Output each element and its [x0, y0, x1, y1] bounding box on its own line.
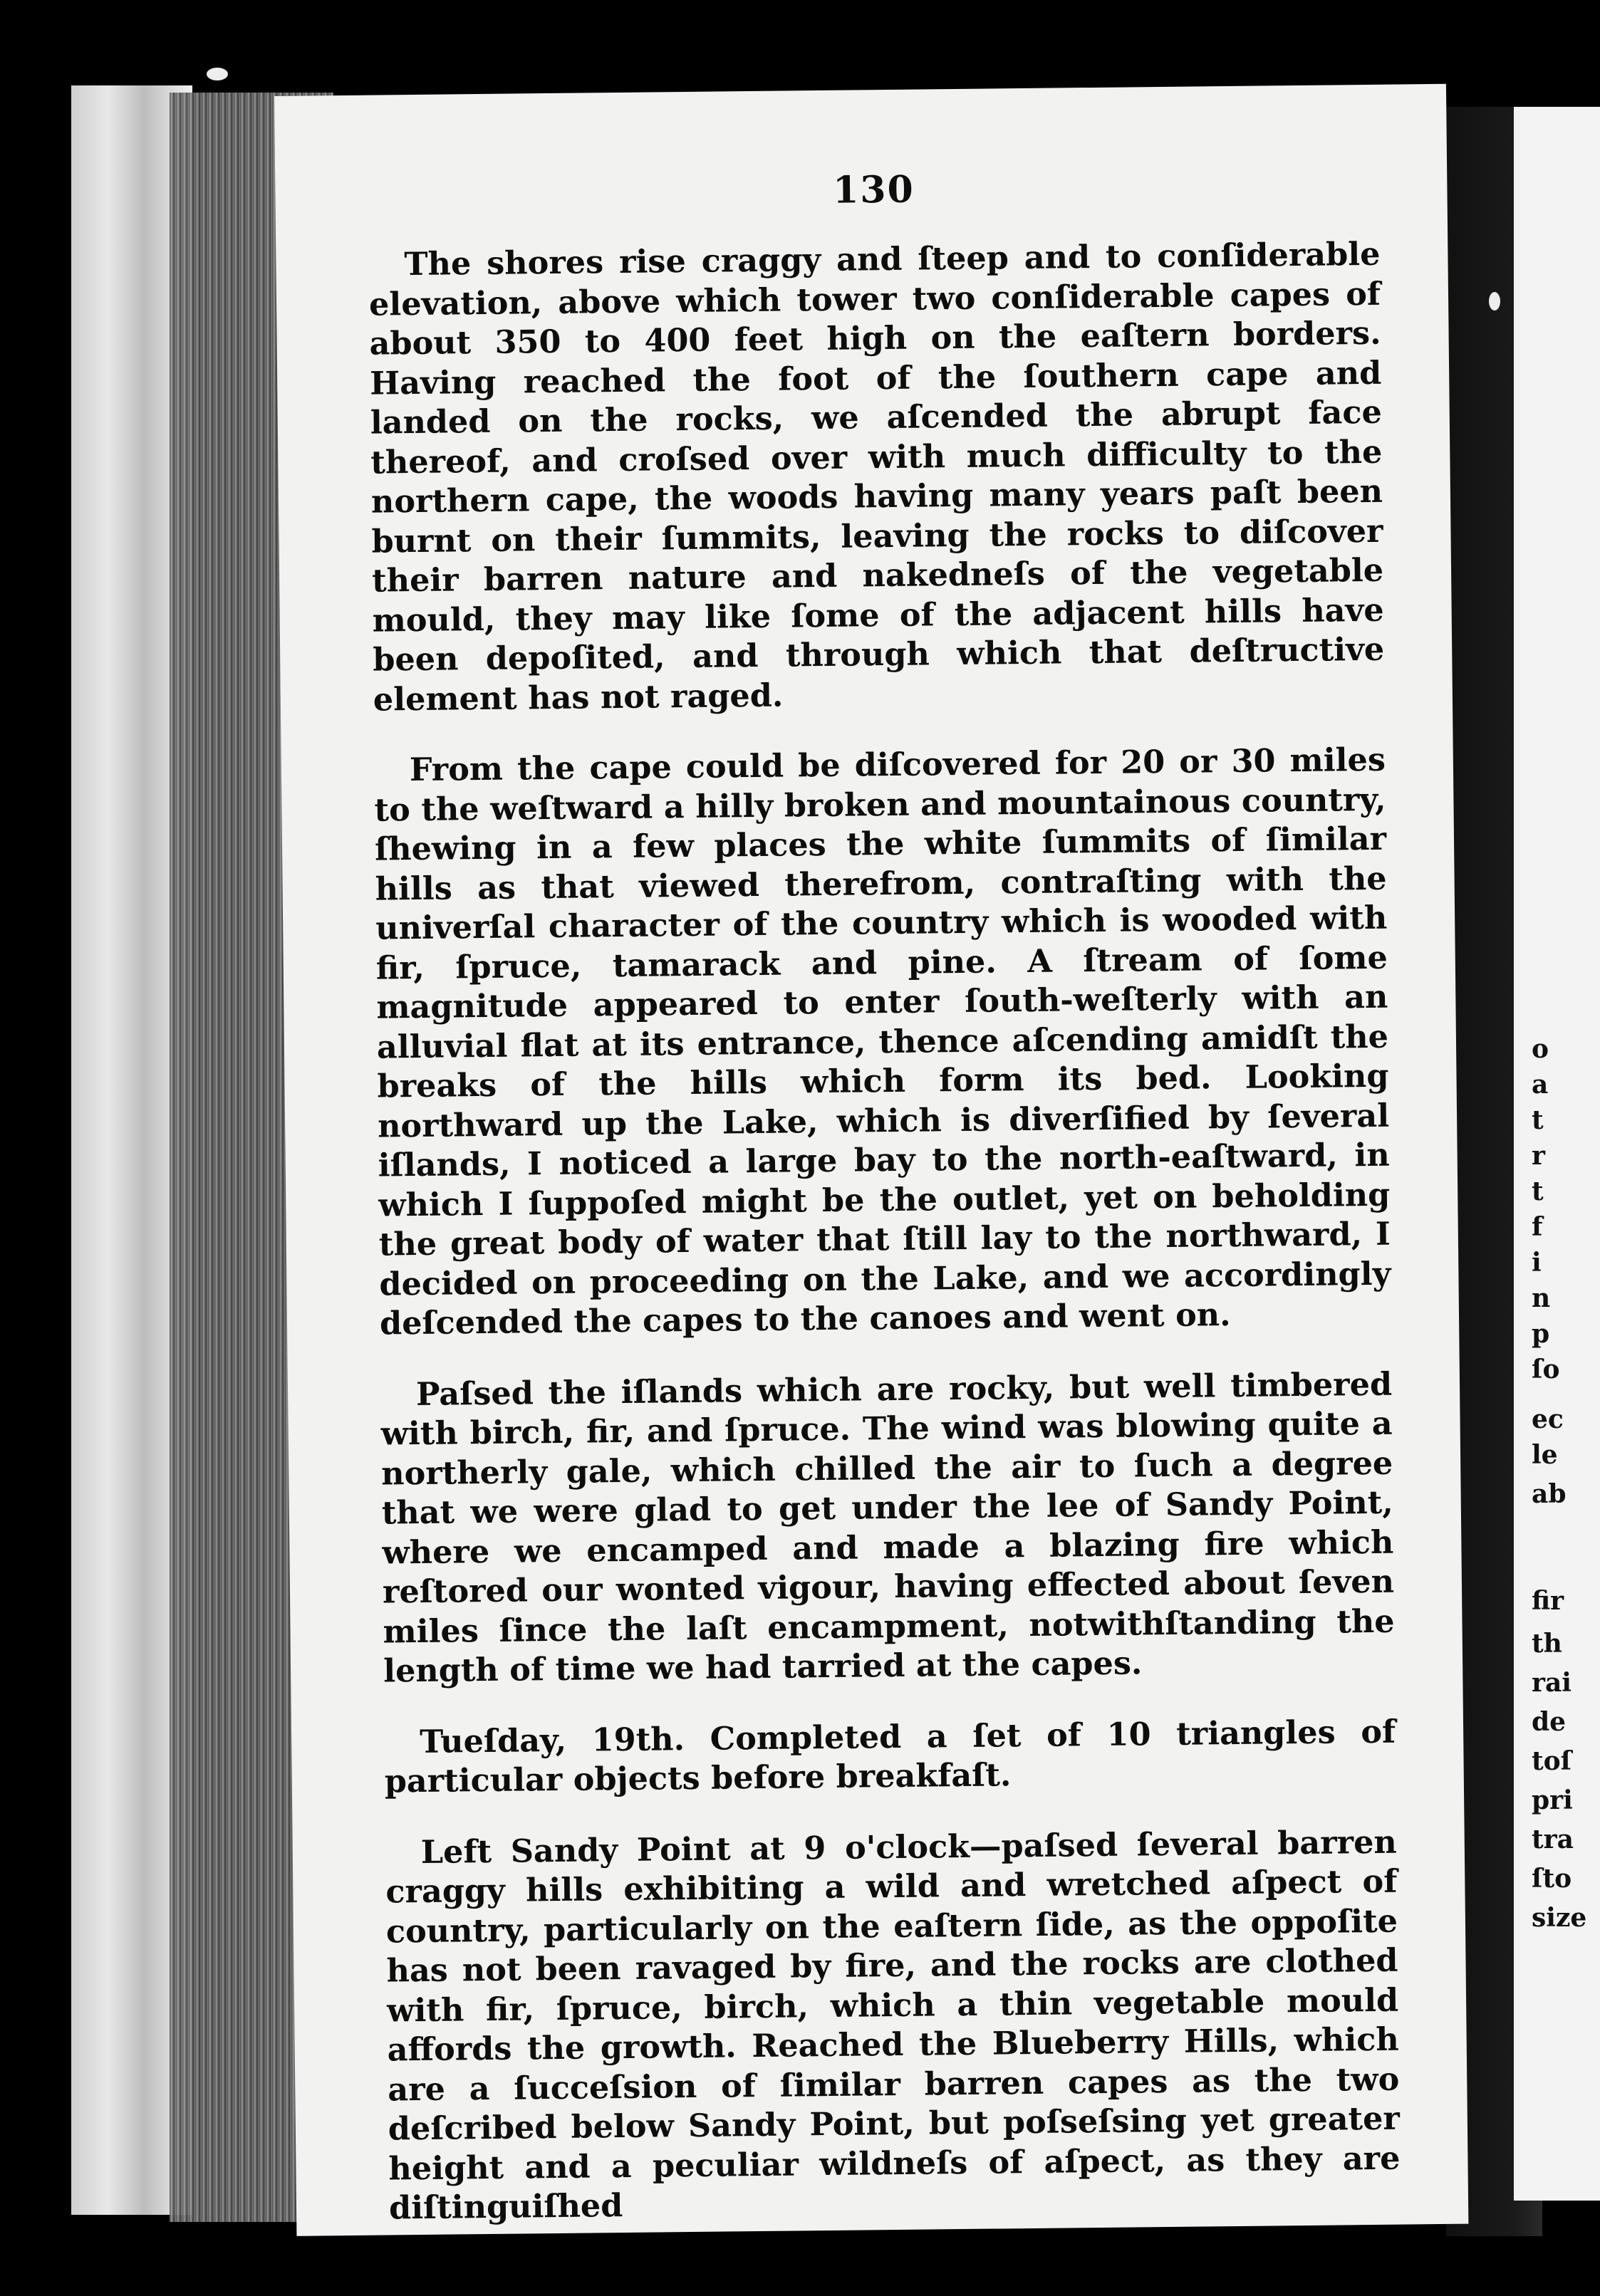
paragraph: From the cape could be diſcovered for 20 or 30 miles to the weſtward a hilly broken and mountainous country, ſhewing in a few places the white ſummits of ſimilar hills as that viewed therefrom, contraſting with the univerſal character of the country which is wooded with fir, ſpruce, tamarack and pine. A ſtream of ſome magnitude appeared to enter ſouth-weſterly with an alluvial flat at its entrance, thence aſcending amidſt the breaks of the hills which form its bed. Looking northward up the Lake, which is diverſified by ſeveral iſlands, I noticed a large bay to the north-eaſtward, in which I ſuppoſed might be the outlet, yet on beholding the great body of water that ſtill lay to the northward, I decided on proceeding on the Lake, and we accordingly deſcended the capes to the canoes and went on.	[374, 741, 1391, 1342]
facing-page-fragment: le	[1532, 1440, 1558, 1470]
facing-page-fragment: tra	[1532, 1825, 1574, 1854]
paragraph: Tueſday, 19th. Completed a ſet of 10 triangles of particular objects before breakfaſt.	[384, 1713, 1396, 1800]
paragraph: Left Sandy Point at 9 o'clock—paſsed ſeveral barren craggy hills exhibiting a wild and wretched aſpect of country, particularly on the eaſtern ſide, as the oppoſite has not been ravaged by fire, and the rocks are clothed with fir, ſpruce, birch, which a thin vegetable mould affords the growth. Reached the Blueberry Hills, which are a ſucceſsion of ſimilar barren capes as the two deſcribed below Sandy Point, but poſseſsing yet greater height and a peculiar wildneſs of aſpect, as they are diſtinguiſhed	[385, 1823, 1401, 2227]
paragraph: The shores rise craggy and ſteep and to conſiderable elevation, above which tower two conſiderable capes of about 350 to 400 feet high on the eaſtern borders. Having reached the foot of the ſouthern cape and landed on the rocks, we aſcended the abrupt face thereof, and croſsed over with much difficulty to the northern cape, the woods having many years paſt been burnt on their ſummits, leaving the rocks to diſcover their barren nature and nakedneſs of the vegetable mould, they may like ſome of the adjacent hills have been depoſited, and through which that deſtructive element has not raged.	[368, 235, 1385, 719]
facing-page-fragment: ab	[1532, 1479, 1567, 1509]
facing-page-fragment: rai	[1532, 1668, 1572, 1698]
paragraph: Paſsed the iſlands which are rocky, but well timbered with birch, fir, and ſpruce. The wind was blowing quite a northerly gale, which chilled the air to ſuch a degree that we were glad to get under the lee of Sandy Point, where we encamped and made a blazing fire which reſtored our wonted vigour, having effected about ſeven miles ſince the laſt encampment, notwithſtanding the length of time we had tarried at the capes.	[380, 1365, 1395, 1690]
dust-speck	[1489, 292, 1500, 311]
facing-page-fragment: ec	[1532, 1404, 1564, 1434]
facing-page-fragment: fir	[1532, 1586, 1564, 1616]
facing-page-fragment: o	[1532, 1034, 1549, 1064]
facing-page-fragment: t	[1532, 1176, 1544, 1206]
facing-page-fragment: size	[1532, 1903, 1587, 1933]
facing-page-fragment: p	[1532, 1319, 1550, 1349]
facing-page-fragment: t	[1532, 1105, 1544, 1135]
text-block	[368, 163, 1401, 2260]
facing-page-fragment: de	[1532, 1707, 1567, 1737]
facing-page-fragment: i	[1532, 1248, 1542, 1278]
facing-page-fragment: th	[1532, 1629, 1562, 1659]
facing-page-fragment: r	[1532, 1141, 1545, 1171]
facing-page-fragment: f	[1532, 1212, 1543, 1242]
facing-page-fragment: pri	[1532, 1785, 1573, 1815]
facing-page-fragment: ſto	[1532, 1864, 1572, 1894]
book-page	[274, 84, 1468, 2236]
facing-page-fragment: toſ	[1532, 1746, 1572, 1776]
dust-speck	[207, 68, 228, 80]
page-number: 130	[832, 167, 915, 212]
facing-page-fragment: a	[1532, 1070, 1549, 1100]
facing-page-fragment: ſo	[1532, 1355, 1560, 1384]
facing-page-fragment: n	[1532, 1283, 1551, 1313]
